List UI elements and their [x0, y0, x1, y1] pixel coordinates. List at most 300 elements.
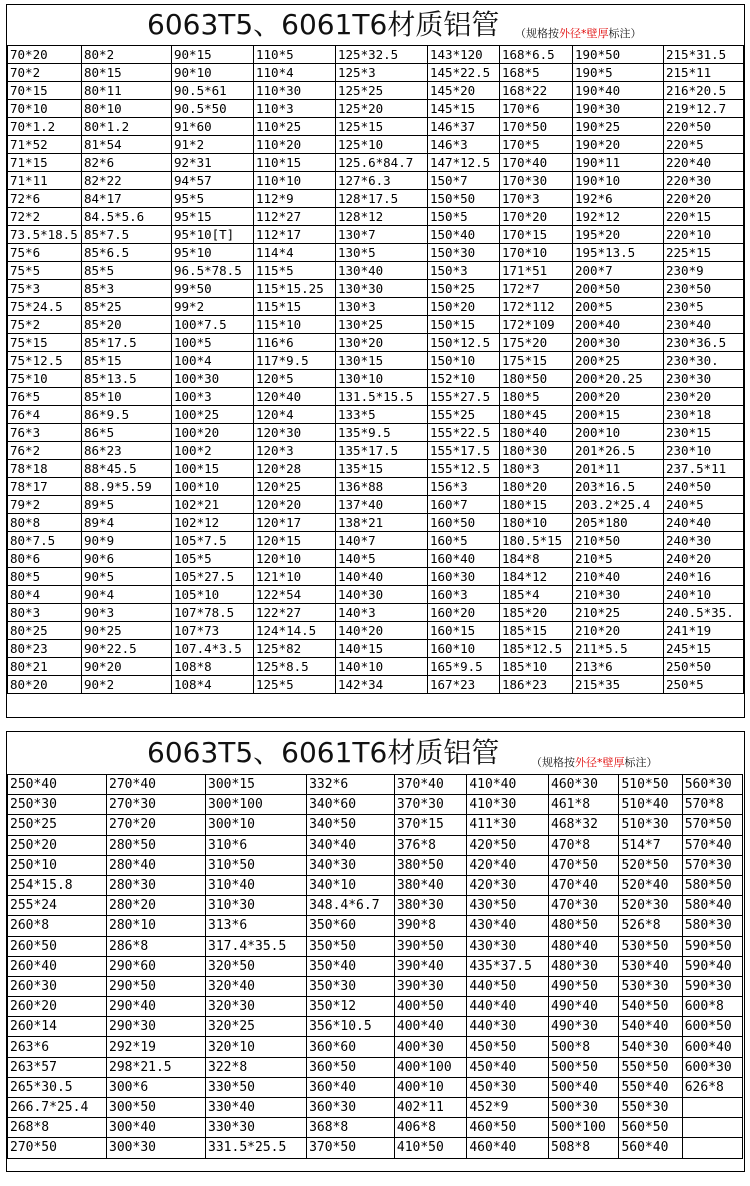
- spec-cell: 114*4: [254, 244, 336, 262]
- spec-cell: 108*8: [172, 658, 254, 676]
- spec-cell: 420*40: [467, 855, 549, 875]
- spec-cell: 240*40: [664, 514, 744, 532]
- spec-cell: 500*30: [549, 1098, 619, 1118]
- spec-cell: 530*50: [619, 936, 682, 956]
- spec-cell: 190*40: [573, 82, 664, 100]
- spec-cell: 320*50: [206, 956, 307, 976]
- spec-cell: 136*88: [336, 478, 428, 496]
- spec-cell: 280*50: [107, 835, 206, 855]
- spec-cell: 128*17.5: [336, 190, 428, 208]
- spec-cell: 100*25: [172, 406, 254, 424]
- spec-cell: 200*40: [573, 316, 664, 334]
- spec-cell: 317.4*35.5: [206, 936, 307, 956]
- spec-cell: 145*15: [428, 100, 500, 118]
- spec-cell: 510*50: [619, 775, 682, 795]
- spec-cell: 560*30: [682, 775, 742, 795]
- spec-cell: 80*6: [8, 550, 82, 568]
- table-row: [8, 442, 744, 460]
- spec-cell: 110*30: [254, 82, 336, 100]
- spec-cell: 152*10: [428, 370, 500, 388]
- spec-note-prefix: （规格按: [515, 27, 559, 40]
- spec-cell: 112*27: [254, 208, 336, 226]
- spec-cell: 390*8: [394, 916, 466, 936]
- spec-cell: 260*20: [8, 997, 107, 1017]
- spec-cell: 155*12.5: [428, 460, 500, 478]
- table-row: [8, 208, 744, 226]
- spec-cell: 130*15: [336, 352, 428, 370]
- spec-cell: 125*8.5: [254, 658, 336, 676]
- spec-cell: 190*20: [573, 136, 664, 154]
- spec-cell: 112*17: [254, 226, 336, 244]
- spec-cell: 220*5: [664, 136, 744, 154]
- spec-cell: 370*30: [394, 795, 466, 815]
- spec-cell: 400*10: [394, 1077, 466, 1097]
- spec-cell: 90*9: [82, 532, 172, 550]
- spec-cell: 125*32.5: [336, 46, 428, 64]
- spec-cell: 580*30: [682, 916, 742, 936]
- spec-cell: 270*50: [8, 1138, 107, 1158]
- spec-cell: 105*10: [172, 586, 254, 604]
- spec-cell: 72*6: [8, 190, 82, 208]
- spec-cell: 85*6.5: [82, 244, 172, 262]
- spec-cell: 230*20: [664, 388, 744, 406]
- spec-cell: 155*27.5: [428, 388, 500, 406]
- spec-cell: 514*7: [619, 835, 682, 855]
- spec-cell: 120*10: [254, 550, 336, 568]
- spec-cell: 107*78.5: [172, 604, 254, 622]
- spec-cell: 160*50: [428, 514, 500, 532]
- spec-cell: 490*40: [549, 997, 619, 1017]
- spec-cell: 330*50: [206, 1077, 307, 1097]
- spec-cell: 160*15: [428, 622, 500, 640]
- spec-cell: 500*8: [549, 1037, 619, 1057]
- spec-cell: 85*7.5: [82, 226, 172, 244]
- spec-cell: 96.5*78.5: [172, 262, 254, 280]
- spec-cell: 90.5*50: [172, 100, 254, 118]
- spec-cell: 90*10: [172, 64, 254, 82]
- spec-cell: 331.5*25.5: [206, 1138, 307, 1158]
- spec-cell: 500*40: [549, 1077, 619, 1097]
- spec-cell: 171*51: [500, 262, 573, 280]
- spec-cell: 420*50: [467, 835, 549, 855]
- spec-cell: 130*30: [336, 280, 428, 298]
- spec-cell: 216*20.5: [664, 82, 744, 100]
- spec-cell: 89*5: [82, 496, 172, 514]
- spec-cell: 402*11: [394, 1098, 466, 1118]
- spec-cell: 192*6: [573, 190, 664, 208]
- spec-cell: 340*60: [307, 795, 395, 815]
- spec-cell: 120*4: [254, 406, 336, 424]
- spec-cell: 220*40: [664, 154, 744, 172]
- spec-cell: 480*50: [549, 916, 619, 936]
- spec-cell: 190*11: [573, 154, 664, 172]
- spec-cell: 260*14: [8, 1017, 107, 1037]
- table-row: [8, 550, 744, 568]
- spec-cell: 99*2: [172, 298, 254, 316]
- spec-cell: 540*50: [619, 997, 682, 1017]
- spec-cell: 263*6: [8, 1037, 107, 1057]
- spec-cell: 150*5: [428, 208, 500, 226]
- spec-cell: 250*10: [8, 855, 107, 875]
- spec-cell: 508*8: [549, 1138, 619, 1158]
- spec-note-suffix: 标注）: [608, 27, 642, 40]
- table-row: [8, 1098, 743, 1118]
- spec-cell: 200*7: [573, 262, 664, 280]
- table-row: [8, 676, 744, 694]
- spec-cell: 470*50: [549, 855, 619, 875]
- table-title: 6063T5、6061T6材质铝管: [147, 8, 500, 41]
- spec-cell: 150*40: [428, 226, 500, 244]
- spec-cell: 195*13.5: [573, 244, 664, 262]
- table-row: [8, 1037, 743, 1057]
- spec-cell: 292*19: [107, 1037, 206, 1057]
- spec-cell: 240*30: [664, 532, 744, 550]
- table-row: [8, 1138, 743, 1158]
- spec-cell: 203.2*25.4: [573, 496, 664, 514]
- spec-cell: 147*12.5: [428, 154, 500, 172]
- spec-cell: 70*1.2: [8, 118, 82, 136]
- spec-cell: 340*50: [307, 815, 395, 835]
- spec-cell: 170*50: [500, 118, 573, 136]
- spec-cell: 452*9: [467, 1098, 549, 1118]
- spec-cell: 230*30: [664, 370, 744, 388]
- spec-cell: 300*40: [107, 1118, 206, 1138]
- spec-cell: 190*5: [573, 64, 664, 82]
- spec-cell: 530*40: [619, 956, 682, 976]
- spec-cell: 107.4*3.5: [172, 640, 254, 658]
- spec-cell: 540*30: [619, 1037, 682, 1057]
- spec-cell: 200*30: [573, 334, 664, 352]
- spec-cell: 560*40: [619, 1138, 682, 1158]
- spec-cell: 460*40: [467, 1138, 549, 1158]
- spec-cell: 340*10: [307, 875, 395, 895]
- spec-cell: 100*30: [172, 370, 254, 388]
- spec-cell: 190*30: [573, 100, 664, 118]
- spec-cell: 140*3: [336, 604, 428, 622]
- spec-cell: 400*40: [394, 1017, 466, 1037]
- spec-cell: 75*3: [8, 280, 82, 298]
- spec-cell: 230*15: [664, 424, 744, 442]
- spec-cell: 185*12.5: [500, 640, 573, 658]
- spec-cell: 89*4: [82, 514, 172, 532]
- spec-cell: 215*31.5: [664, 46, 744, 64]
- spec-cell: 105*27.5: [172, 568, 254, 586]
- spec-cell: 184*8: [500, 550, 573, 568]
- spec-cell: 266.7*25.4: [8, 1098, 107, 1118]
- spec-cell: 110*5: [254, 46, 336, 64]
- spec-cell: 71*15: [8, 154, 82, 172]
- table-row: [8, 82, 744, 100]
- spec-cell: 84.5*5.6: [82, 208, 172, 226]
- spec-cell: 140*40: [336, 568, 428, 586]
- table-row: [8, 406, 744, 424]
- spec-cell: 180*45: [500, 406, 573, 424]
- spec-cell: 322*8: [206, 1057, 307, 1077]
- spec-cell: 155*22.5: [428, 424, 500, 442]
- spec-cell: 150*50: [428, 190, 500, 208]
- spec-cell: 590*50: [682, 936, 742, 956]
- spec-cell: 80*23: [8, 640, 82, 658]
- spec-cell: 117*9.5: [254, 352, 336, 370]
- spec-cell: 430*30: [467, 936, 549, 956]
- spec-cell: 430*50: [467, 896, 549, 916]
- spec-cell: 360*60: [307, 1037, 395, 1057]
- spec-cell: 250*20: [8, 835, 107, 855]
- spec-cell: 468*32: [549, 815, 619, 835]
- spec-cell: 80*4: [8, 586, 82, 604]
- spec-cell: 370*40: [394, 775, 466, 795]
- spec-cell: 461*8: [549, 795, 619, 815]
- spec-cell: 526*8: [619, 916, 682, 936]
- spec-cell: 360*50: [307, 1057, 395, 1077]
- spec-cell: 170*10: [500, 244, 573, 262]
- spec-cell: 290*40: [107, 997, 206, 1017]
- spec-cell: 130*25: [336, 316, 428, 334]
- spec-cell: 100*10: [172, 478, 254, 496]
- table-row: [8, 532, 744, 550]
- spec-cell: 75*6: [8, 244, 82, 262]
- spec-cell: 146*37: [428, 118, 500, 136]
- spec-cell: 215*35: [573, 676, 664, 694]
- spec-cell: 600*30: [682, 1057, 742, 1077]
- spec-cell: 260*30: [8, 976, 107, 996]
- spec-cell: 220*10: [664, 226, 744, 244]
- spec-cell: 180.5*15: [500, 532, 573, 550]
- spec-cell: 590*40: [682, 956, 742, 976]
- spec-cell: 90*25: [82, 622, 172, 640]
- spec-cell: 100*2: [172, 442, 254, 460]
- spec-cell: 310*40: [206, 875, 307, 895]
- table-row: [8, 568, 744, 586]
- spec-cell: 75*10: [8, 370, 82, 388]
- spec-cell: 211*5.5: [573, 640, 664, 658]
- table-row: [8, 226, 744, 244]
- spec-cell: 470*30: [549, 896, 619, 916]
- spec-cell: 85*5: [82, 262, 172, 280]
- spec-cell: 390*30: [394, 976, 466, 996]
- spec-note-prefix: （规格按: [531, 756, 575, 769]
- spec-cell: 120*20: [254, 496, 336, 514]
- spec-cell: 146*3: [428, 136, 500, 154]
- spec-cell: 170*20: [500, 208, 573, 226]
- spec-cell: 90*15: [172, 46, 254, 64]
- spec-cell: 410*50: [394, 1138, 466, 1158]
- spec-cell: 626*8: [682, 1077, 742, 1097]
- table-row: [8, 586, 744, 604]
- spec-cell: 570*40: [682, 835, 742, 855]
- spec-cell: 172*112: [500, 298, 573, 316]
- spec-cell: 180*10: [500, 514, 573, 532]
- spec-cell: 102*12: [172, 514, 254, 532]
- spec-cell: 195*20: [573, 226, 664, 244]
- spec-cell: 70*2: [8, 64, 82, 82]
- spec-cell: 121*10: [254, 568, 336, 586]
- spec-cell: 91*60: [172, 118, 254, 136]
- spec-cell: 86*23: [82, 442, 172, 460]
- spec-cell: 200*5: [573, 298, 664, 316]
- spec-cell: 380*40: [394, 875, 466, 895]
- spec-cell: 310*50: [206, 855, 307, 875]
- spec-cell: 213*6: [573, 658, 664, 676]
- spec-cell: 90*22.5: [82, 640, 172, 658]
- spec-cell: 265*30.5: [8, 1077, 107, 1097]
- spec-cell: 86*9.5: [82, 406, 172, 424]
- spec-cell: 90*4: [82, 586, 172, 604]
- spec-cell: 116*6: [254, 334, 336, 352]
- spec-cell: 360*40: [307, 1077, 395, 1097]
- spec-cell: 200*10: [573, 424, 664, 442]
- spec-cell: 490*50: [549, 976, 619, 996]
- spec-cell: 100*15: [172, 460, 254, 478]
- spec-cell: 313*6: [206, 916, 307, 936]
- spec-cell: 200*15: [573, 406, 664, 424]
- spec-cell: 170*30: [500, 172, 573, 190]
- spec-cell: 172*7: [500, 280, 573, 298]
- spec-cell: 254*15.8: [8, 875, 107, 895]
- spec-cell: 170*15: [500, 226, 573, 244]
- table-row: [8, 460, 744, 478]
- spec-cell: 160*10: [428, 640, 500, 658]
- spec-cell: 128*12: [336, 208, 428, 226]
- spec-cell: 110*20: [254, 136, 336, 154]
- spec-cell: 76*4: [8, 406, 82, 424]
- spec-cell: 120*3: [254, 442, 336, 460]
- spec-cell: 85*25: [82, 298, 172, 316]
- spec-cell: 411*30: [467, 815, 549, 835]
- spec-cell: 75*15: [8, 334, 82, 352]
- table-row: [8, 352, 744, 370]
- spec-cell: 420*30: [467, 875, 549, 895]
- spec-cell: 570*30: [682, 855, 742, 875]
- spec-cell: [682, 1098, 742, 1118]
- table-row: [8, 280, 744, 298]
- spec-note-highlight: 外径*壁厚: [559, 27, 609, 40]
- spec-cell: 570*50: [682, 815, 742, 835]
- spec-cell: [682, 1138, 742, 1158]
- table-header-1: [7, 5, 744, 45]
- spec-note: [515, 25, 642, 41]
- spec-cell: 240*16: [664, 568, 744, 586]
- spec-cell: 220*20: [664, 190, 744, 208]
- spec-cell: 510*30: [619, 815, 682, 835]
- spec-cell: 330*30: [206, 1118, 307, 1138]
- table-row: [8, 172, 744, 190]
- spec-cell: 520*30: [619, 896, 682, 916]
- spec-cell: 210*20: [573, 622, 664, 640]
- table-row: [8, 298, 744, 316]
- spec-cell: 75*12.5: [8, 352, 82, 370]
- spec-cell: 203*16.5: [573, 478, 664, 496]
- spec-cell: 185*4: [500, 586, 573, 604]
- spec-cell: 122*27: [254, 604, 336, 622]
- spec-cell: 237.5*11: [664, 460, 744, 478]
- spec-cell: 168*6.5: [500, 46, 573, 64]
- spec-cell: 92*31: [172, 154, 254, 172]
- spec-cell: 84*17: [82, 190, 172, 208]
- spec-cell: 85*17.5: [82, 334, 172, 352]
- spec-cell: 122*54: [254, 586, 336, 604]
- spec-cell: 79*2: [8, 496, 82, 514]
- spec-cell: 480*30: [549, 956, 619, 976]
- spec-cell: 340*40: [307, 835, 395, 855]
- spec-cell: 400*30: [394, 1037, 466, 1057]
- spec-cell: 175*15: [500, 352, 573, 370]
- spec-cell: 376*8: [394, 835, 466, 855]
- spec-cell: 500*50: [549, 1057, 619, 1077]
- spec-cell: 90*5: [82, 568, 172, 586]
- spec-cell: 76*3: [8, 424, 82, 442]
- spec-cell: [682, 1118, 742, 1138]
- spec-cell: 600*40: [682, 1037, 742, 1057]
- spec-cell: 130*20: [336, 334, 428, 352]
- spec-cell: 290*50: [107, 976, 206, 996]
- spec-cell: 130*40: [336, 262, 428, 280]
- spec-cell: 81*54: [82, 136, 172, 154]
- spec-cell: 80*2: [82, 46, 172, 64]
- spec-cell: 580*40: [682, 896, 742, 916]
- table-row: [8, 244, 744, 262]
- spec-cell: 356*10.5: [307, 1017, 395, 1037]
- spec-cell: 435*37.5: [467, 956, 549, 976]
- table-row: [8, 46, 744, 64]
- spec-cell: 90.5*61: [172, 82, 254, 100]
- spec-cell: 560*50: [619, 1118, 682, 1138]
- spec-cell: 180*5: [500, 388, 573, 406]
- spec-cell: 460*30: [549, 775, 619, 795]
- spec-table-1: [7, 45, 744, 694]
- spec-cell: 245*15: [664, 640, 744, 658]
- spec-cell: 215*11: [664, 64, 744, 82]
- spec-cell: 155*17.5: [428, 442, 500, 460]
- spec-cell: 135*17.5: [336, 442, 428, 460]
- spec-cell: 240.5*35.: [664, 604, 744, 622]
- table-row: [8, 100, 744, 118]
- spec-cell: 240*5: [664, 496, 744, 514]
- spec-cell: 290*30: [107, 1017, 206, 1037]
- spec-cell: 260*8: [8, 916, 107, 936]
- pipe-spec-table-card-1: [6, 4, 745, 718]
- spec-cell: 90*2: [82, 676, 172, 694]
- spec-cell: 440*30: [467, 1017, 549, 1037]
- spec-cell: 460*50: [467, 1118, 549, 1138]
- spec-cell: 390*50: [394, 936, 466, 956]
- spec-cell: 490*30: [549, 1017, 619, 1037]
- spec-cell: 410*40: [467, 775, 549, 795]
- spec-cell: 90*6: [82, 550, 172, 568]
- spec-cell: 440*50: [467, 976, 549, 996]
- spec-cell: 205*180: [573, 514, 664, 532]
- spec-cell: 140*7: [336, 532, 428, 550]
- spec-cell: 120*40: [254, 388, 336, 406]
- spec-cell: 135*9.5: [336, 424, 428, 442]
- spec-cell: 260*40: [8, 956, 107, 976]
- spec-cell: 70*10: [8, 100, 82, 118]
- spec-cell: 115*15: [254, 298, 336, 316]
- spec-cell: 90*20: [82, 658, 172, 676]
- table-row: [8, 997, 743, 1017]
- spec-cell: 370*50: [307, 1138, 395, 1158]
- spec-cell: 230*36.5: [664, 334, 744, 352]
- spec-cell: 250*25: [8, 815, 107, 835]
- spec-cell: 110*10: [254, 172, 336, 190]
- spec-cell: 350*40: [307, 956, 395, 976]
- spec-cell: 105*7.5: [172, 532, 254, 550]
- spec-cell: 120*28: [254, 460, 336, 478]
- spec-cell: 100*20: [172, 424, 254, 442]
- table-row: [8, 956, 743, 976]
- spec-table-2: [7, 774, 743, 1159]
- table-row: [8, 1057, 743, 1077]
